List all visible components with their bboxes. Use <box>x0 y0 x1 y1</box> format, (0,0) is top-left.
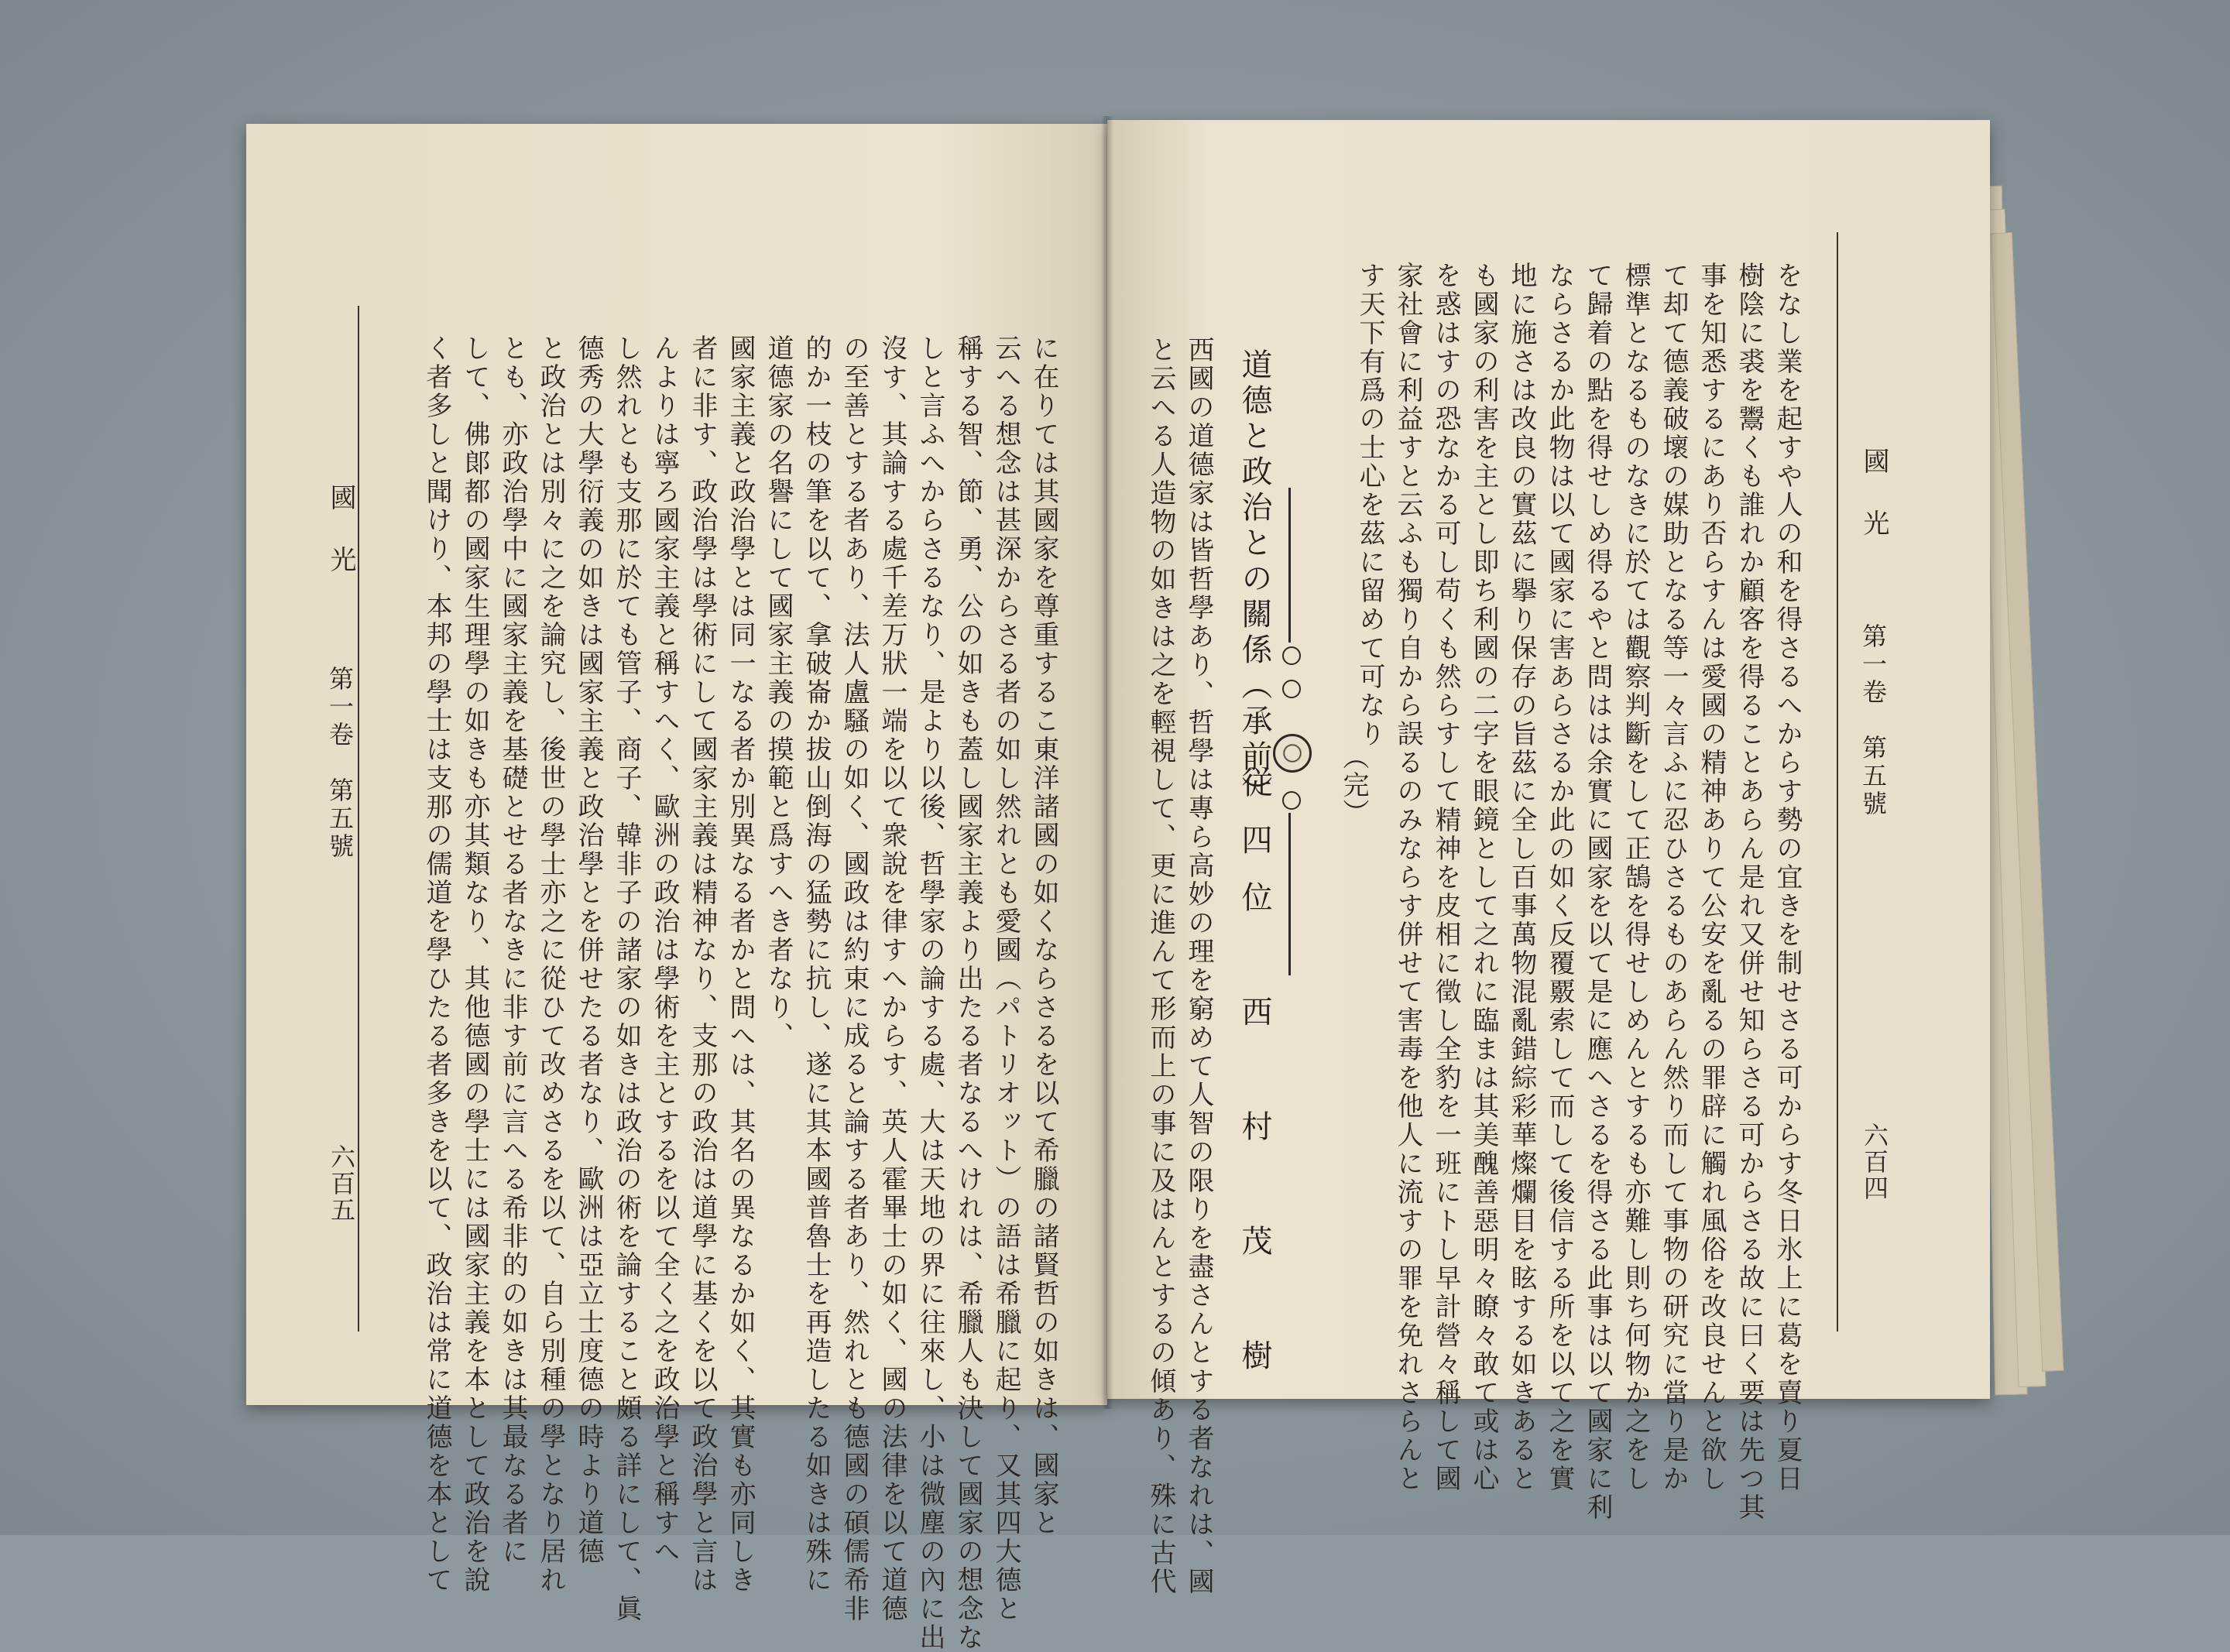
left-volume-issue: 第一卷 第五號 <box>325 666 355 861</box>
text-column: とも、亦政治學中に國家主義を基礎とせる者なきに非す前に言へる希非的の如きは其最なる者に <box>497 334 528 1566</box>
text-column: 云へる想念は甚深からさる者の如し然れとも愛國（パトリオット）の語は希臘に起り、又其四大德と <box>990 334 1021 1623</box>
essay-end-text <box>1350 262 1806 1522</box>
text-column: て歸着の點を得せしめ得るやと問はは余實に國家を以て是に應へさるを得さる此事は以て國家に利 <box>1582 262 1613 1522</box>
right-running-title: 國 光 <box>1858 447 1889 540</box>
text-column: て却て德義破壞の媒助となる等一々言ふに忍ひさるものあらん然り而して事物の研究に當り是か <box>1658 262 1689 1493</box>
left-running-title: 國 光 <box>325 484 356 577</box>
text-column: 道德家の名譽にして國家主義の摸範と爲すへき者なり、 <box>763 334 794 1050</box>
left-body-text <box>373 334 1062 1652</box>
text-column: に在りては其國家を尊重するこ東洋諸國の如くならさるを以て希臘の諸賢哲の如きは、國家と <box>1028 334 1059 1537</box>
text-column: く者多しと聞けり、本邦の學士は支那の儒道を學ひたる者多きを以て、政治は常に道德を本として <box>421 334 452 1595</box>
text-column: して、佛郞都の國家生理學の如きも亦其類なり、其他德國の學士には國家主義を本として政治を說 <box>459 334 490 1595</box>
ornament-knot <box>1282 680 1301 698</box>
text-column: んよりは寧ろ國家主義と稱すへく、歐洲の政治は學術を主とするを以て全く之を政治學と稱すへ <box>649 334 680 1566</box>
right-header-rule <box>1837 232 1838 1332</box>
right-volume-issue: 第一卷 第五號 <box>1858 623 1888 818</box>
text-column: をなし業を起すや人の和を得さるへからす勢の宜きを制せさる可からす冬日氷上に葛を賣り夏日 <box>1772 262 1803 1493</box>
text-column: も國家の利害を主とし即ち利國の二字を眼鏡として之れに臨まは其美醜善惡明々瞭々敢て或は心 <box>1468 262 1499 1493</box>
text-column: 的か一枝の筆を以て、拿破崙か拔山倒海の猛勢に抗し、遂に其本國普魯士を再造したる如きは殊に <box>801 334 832 1595</box>
text-column: 西國の道德家は皆哲學あり、哲學は專ら高妙の理を窮めて人智の限りを盡さんとする者なれは、國 <box>1183 336 1214 1596</box>
text-column: を惑はすの恐なかる可し苟くも然らすして精神を皮相に徵し全豹を一班にトし早計營々稱して國 <box>1430 262 1461 1493</box>
text-column: 地に施さは改良の實茲に擧り保存の旨茲に全し百事萬物混亂錯綜彩華燦爛目を眩する如きあると <box>1506 262 1537 1493</box>
right-page-number: 六百四 <box>1860 1122 1889 1201</box>
book-gutter <box>1101 116 1113 1409</box>
article-author: 従四位 西 村 茂 樹 <box>1237 766 1272 1397</box>
text-column: の至善とする者あり、法人盧騷の如く、國政は約束に成ると論する者あり、然れとも德國の碩儒希非 <box>839 334 870 1623</box>
text-column: す天下有爲の士心を茲に留めて可なり <box>1354 262 1385 749</box>
text-column: し然れとも支那に於ても管子、商子、韓非子の諸家の如きは政治の術を論すること頗る詳にして、眞 <box>611 334 642 1623</box>
left-page-number: 六百五 <box>327 1144 356 1223</box>
ornament-rule <box>1288 813 1291 975</box>
text-column: 樹陰に裘を鬻くも誰れか顧客を得ることあらん是れ又併せ知らさる可からさる故に曰く要は先つ其 <box>1734 262 1765 1522</box>
ornament-rule <box>1288 488 1291 643</box>
article-opening-text <box>1141 336 1217 1596</box>
text-column: 家社會に利益すと云ふも獨り自から誤るのみならす併せて害毒を他人に流すの罪を免れさらんと <box>1392 262 1423 1493</box>
text-column: 事を知悉するにあり否らすんは愛國の精神ありて公安を亂るの罪辟に觸れ風俗を改良せんと欲し <box>1696 262 1727 1493</box>
text-column: 德秀の大學衍義の如きは國家主義と政治學とを併せたる者なり、歐洲は亞立士度德の時より道德 <box>573 334 604 1566</box>
end-mark: （完） <box>1338 743 1369 827</box>
text-column: と政治とは別々に之を論究し、後世の學士亦之に從ひて改めさるを以て、自ら別種の學となり居れ <box>535 334 566 1595</box>
text-column: 標準となるものなきに於ては觀察判斷をして正鵠を得せしめんとするも亦難し則ち何物か之をし <box>1620 262 1651 1493</box>
ornament-knot <box>1282 646 1301 665</box>
text-column: と云へる人造物の如きは之を輕視して、更に進んて形而上の事に及はんとするの傾あり、殊に古代 <box>1145 336 1176 1596</box>
text-column: 者に非す、政治學は學術にして國家主義は精神なり、支那の政治は道學に基くを以て政治學と言は <box>687 334 718 1595</box>
text-column: ならさるか此物は以て國家に害あらさるか此の如く反覆覈索して而して後信する所を以て之を實 <box>1544 262 1575 1493</box>
text-column: しと言ふへからさるなり、是より以後、哲學家の論する處、大は天地の界に往來し、小は微塵の內に出 <box>914 334 945 1652</box>
article-title: 道德と政治との關係（承前） <box>1237 348 1272 811</box>
ornament-knot <box>1282 791 1301 810</box>
text-column: 沒す、其論する處千差万狀一端を以て衆說を律すへからす、英人霍畢士の如く、國の法律を以て道德 <box>877 334 907 1623</box>
text-column: 國家主義と政治學とは同一なる者か別異なる者かと問へは、其名の異なるか如く、其實も亦同しき <box>725 334 756 1595</box>
ornament-rosette <box>1273 734 1312 773</box>
text-column: 稱する智、節、勇、公の如きも蓋し國家主義より出たる者なるへけれは、希臘人も決して國家の想念な <box>952 334 983 1652</box>
